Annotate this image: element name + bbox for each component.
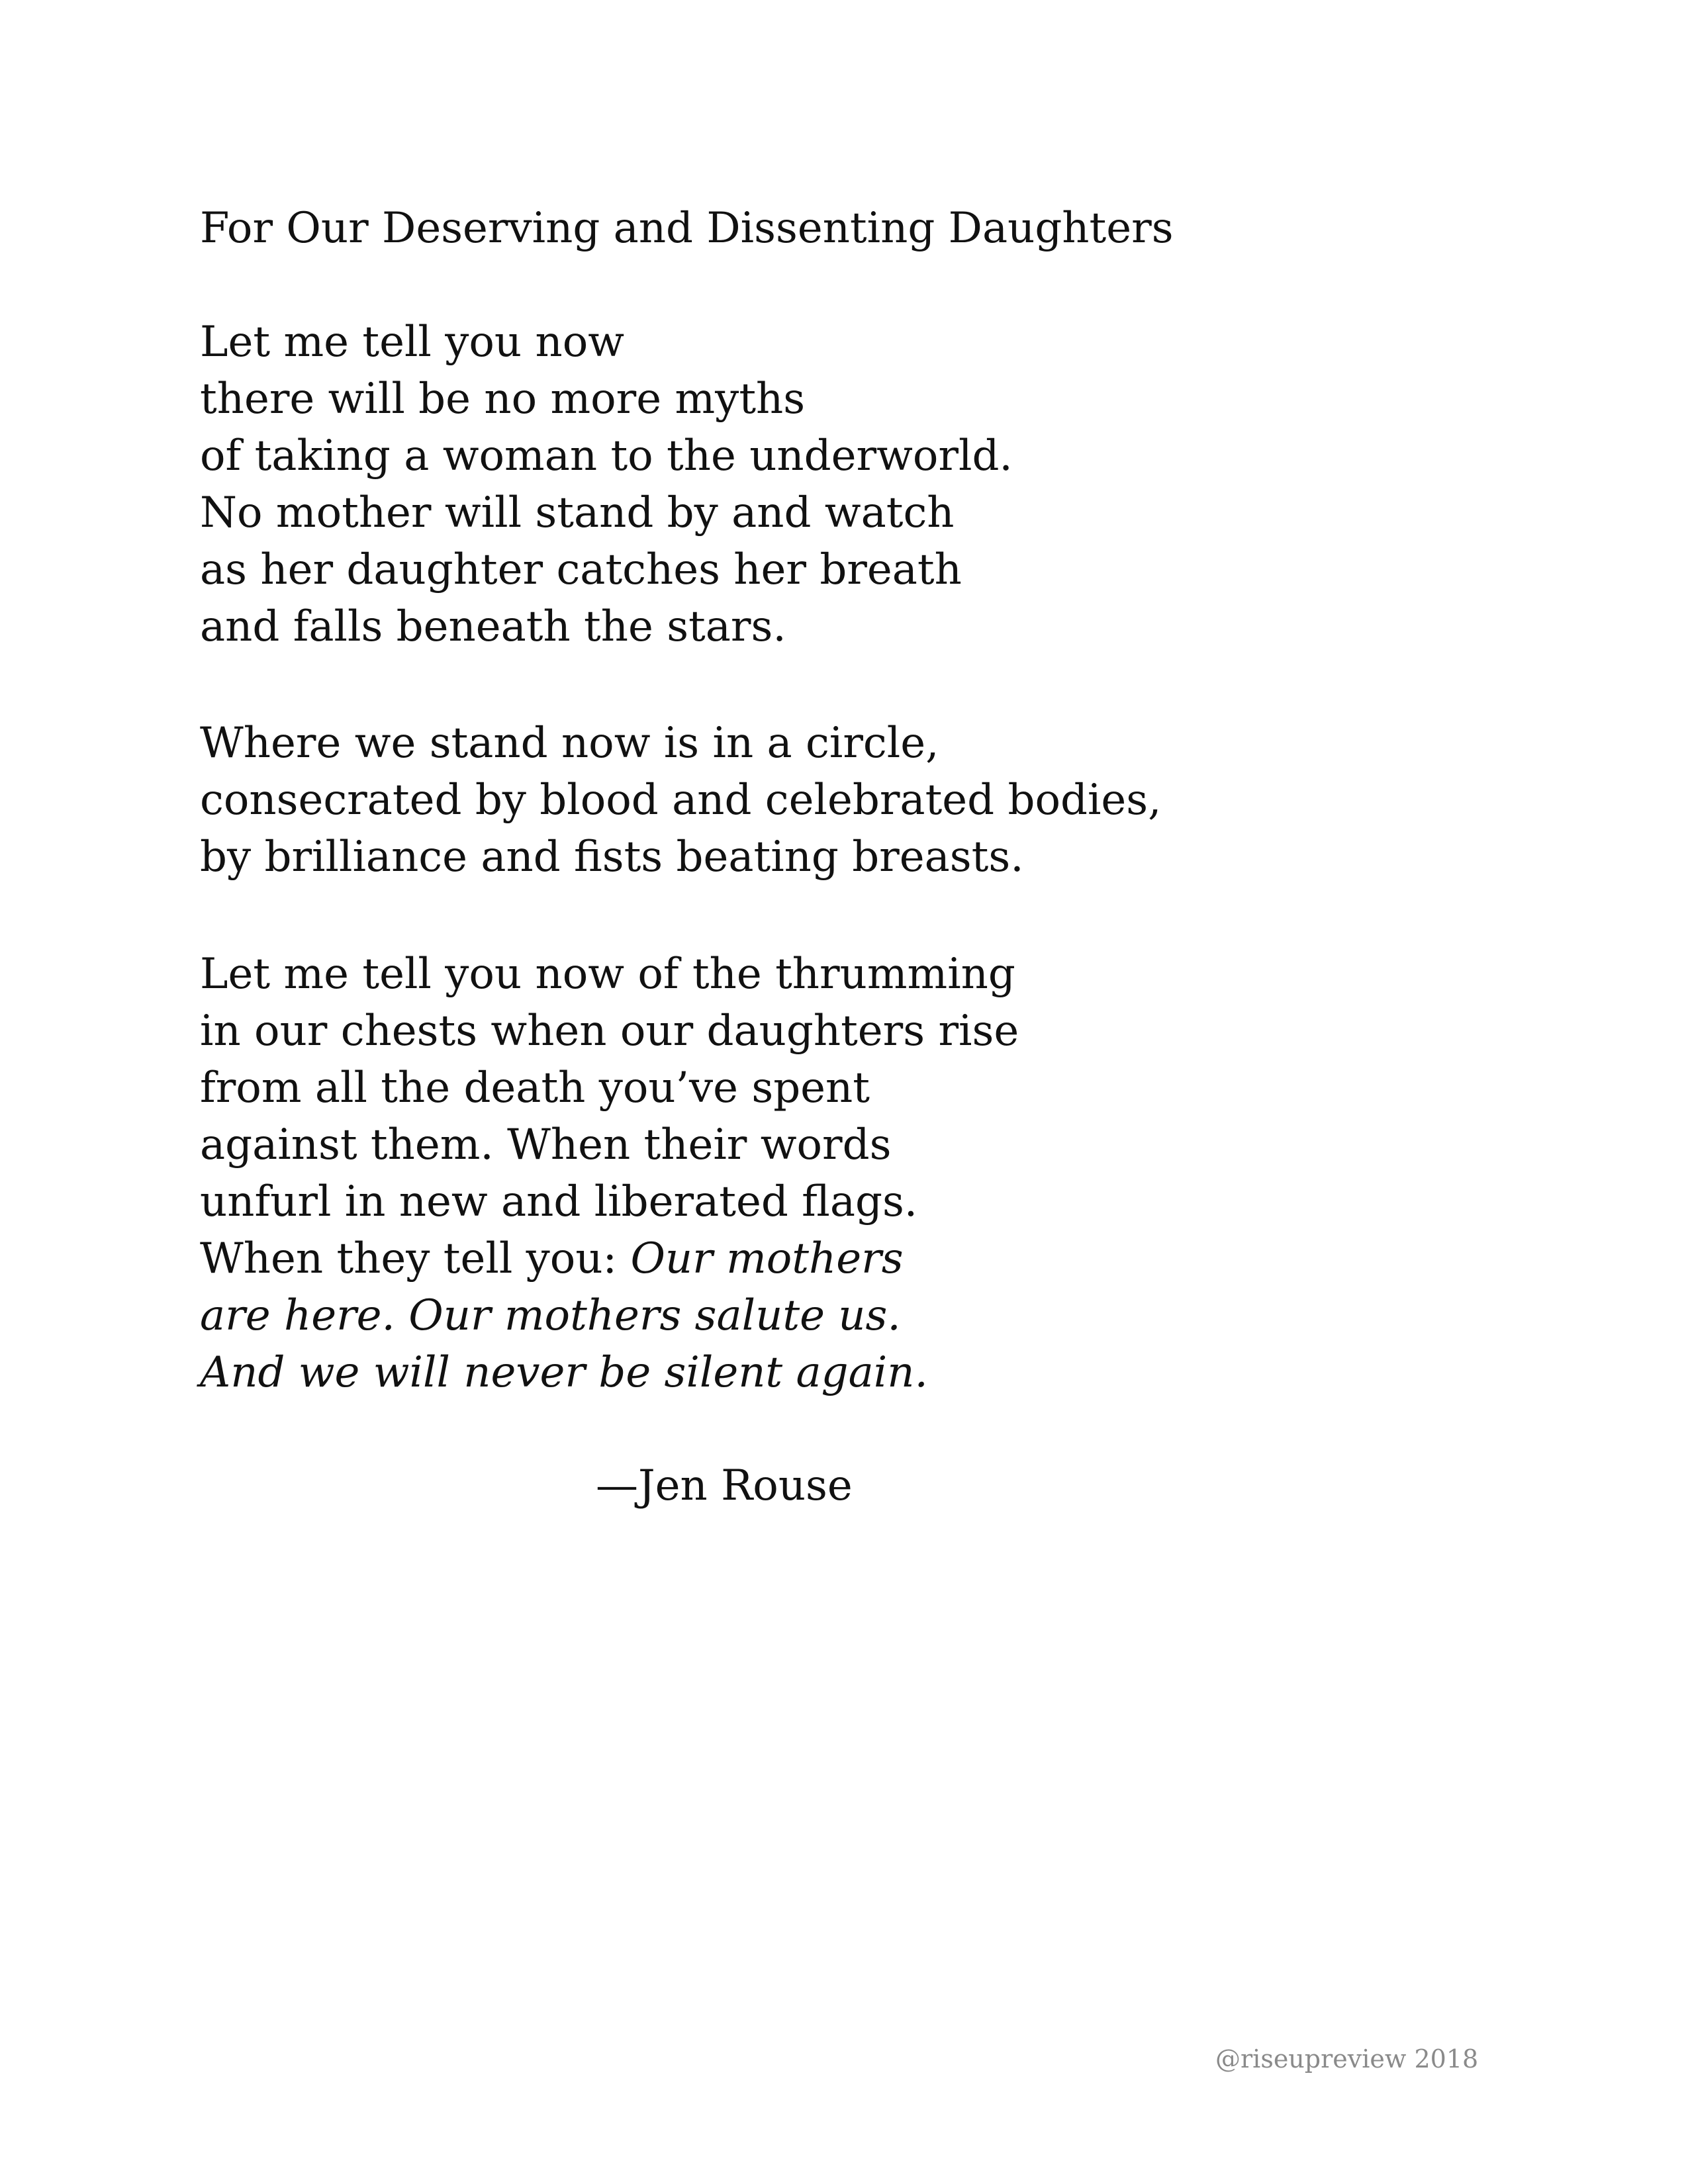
stanza-2 <box>200 715 1161 886</box>
poem-line: unfurl in new and liberated flags. <box>200 1177 918 1226</box>
poem-line-italic: are here. Our mothers salute us. <box>200 1291 901 1340</box>
poem-line: by brilliance and fists beating breasts. <box>200 833 1024 882</box>
poem-line: Let me tell you now <box>200 318 624 367</box>
poem-line: in our chests when our daughters rise <box>200 1007 1019 1056</box>
copyright-watermark: @riseupreview 2018 <box>1215 2044 1479 2073</box>
poem-line-text: When they tell you: <box>200 1234 631 1283</box>
poem-line: Let me tell you now of the thrumming <box>200 950 1015 999</box>
poem-line: Where we stand now is in a circle, <box>200 719 939 768</box>
poem-line: as her daughter catches her breath <box>200 545 962 594</box>
poem-line: there will be no more myths <box>200 375 806 424</box>
poem-line: from all the death you’ve spent <box>200 1064 870 1113</box>
stanza-1 <box>200 314 1013 655</box>
poem-line-italic-text: Our mothers <box>630 1234 904 1283</box>
poem-line: and falls beneath the stars. <box>200 602 786 651</box>
poem-line-mixed <box>200 1230 1019 1287</box>
stanza-3 <box>200 946 1019 1401</box>
author-attribution: —Jen Rouse <box>596 1461 853 1510</box>
poem-line: No mother will stand by and watch <box>200 488 955 537</box>
poem-line: against them. When their words <box>200 1120 892 1169</box>
poem-line: consecrated by blood and celebrated bodies, <box>200 776 1162 825</box>
poem-line: of taking a woman to the underworld. <box>200 432 1013 480</box>
poem-line-italic: And we will never be silent again. <box>200 1348 928 1397</box>
poem-title: For Our Deserving and Dissenting Daughters <box>200 204 1174 253</box>
